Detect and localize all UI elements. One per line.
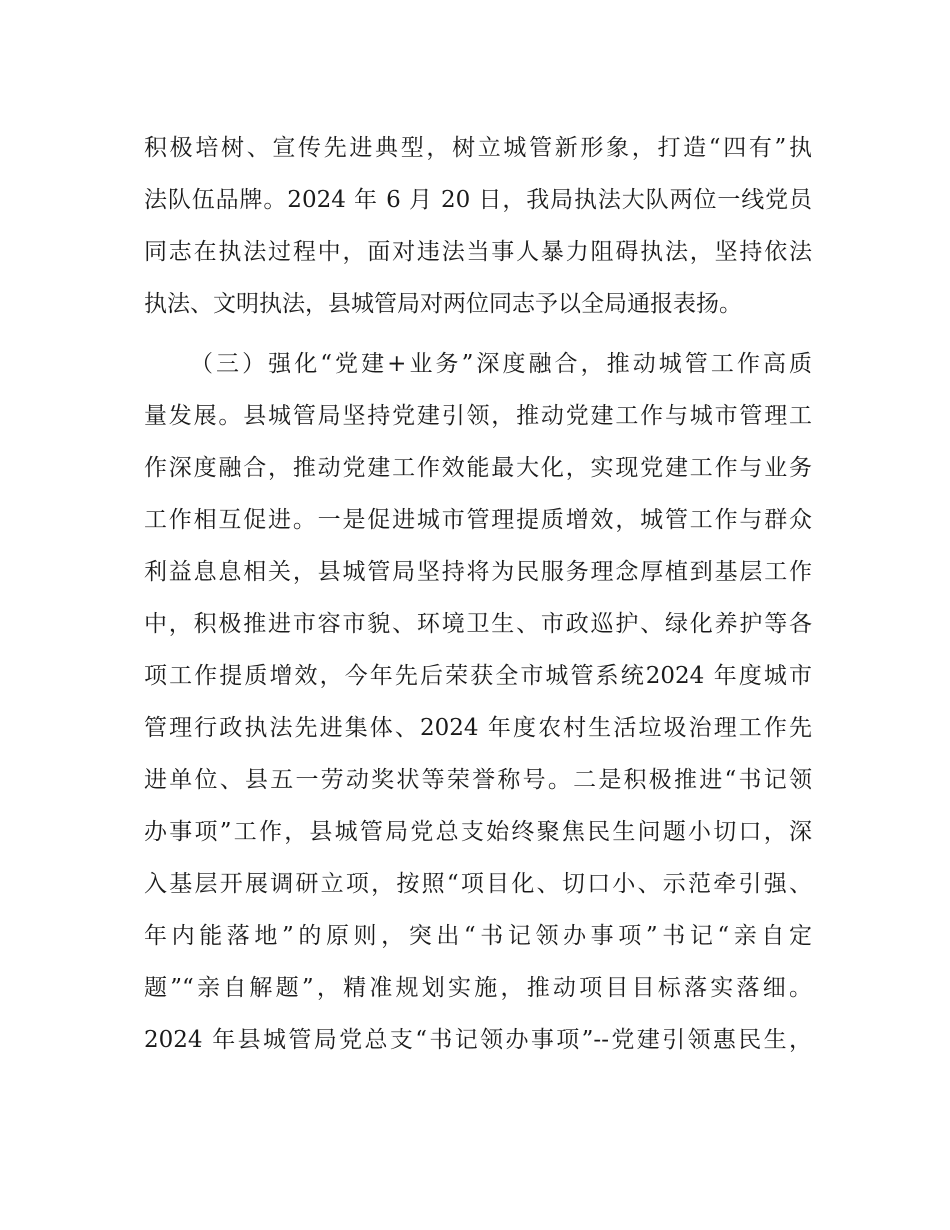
- paragraph-gap: [144, 330, 812, 338]
- text-line: 进单位、县五一劳动奖状等荣誉称号。二是积极推进“书记领: [144, 767, 812, 793]
- text-line: 工作相互促进。一是促进城市管理提质增效，城管工作与群众: [144, 507, 812, 533]
- text-line: 年内能落地”的原则，突出“书记领办事项”书记“亲自定: [144, 923, 812, 949]
- text-line: 管理行政执法先进集体、2024 年度农村生活垃圾治理工作先: [144, 715, 812, 741]
- text-line: 入基层开展调研立项，按照“项目化、切口小、示范牵引强、: [144, 871, 812, 897]
- text-line: 办事项”工作，县城管局党总支始终聚焦民生问题小切口，深: [144, 819, 812, 845]
- paragraph-1: [144, 122, 812, 330]
- text-line: 题”“亲自解题”，精准规划实施，推动项目目标落实落细。: [144, 975, 812, 1001]
- document-body: [144, 122, 812, 1066]
- text-line: 量发展。县城管局坚持党建引领，推动党建工作与城市管理工: [144, 403, 812, 429]
- section-heading-line: （三）强化“党建+业务”深度融合，推动城管工作高质: [190, 351, 812, 377]
- text-line: 积极培树、宣传先进典型，树立城管新形象，打造“四有”执: [144, 135, 812, 161]
- text-line: 中，积极推进市容市貌、环境卫生、市政巡护、绿化养护等各: [144, 611, 812, 637]
- paragraph-2: [144, 338, 812, 1066]
- text-line: 2024 年县城管局党总支“书记领办事项”--党建引领惠民生，: [144, 1027, 812, 1053]
- text-line: 同志在执法过程中，面对违法当事人暴力阻碍执法，坚持依法: [144, 239, 812, 265]
- text-line: 作深度融合，推动党建工作效能最大化，实现党建工作与业务: [144, 455, 812, 481]
- text-line: 利益息息相关，县城管局坚持将为民服务理念厚植到基层工作: [144, 559, 812, 585]
- text-line: 项工作提质增效，今年先后荣获全市城管系统2024 年度城市: [144, 663, 812, 689]
- text-line: 执法、文明执法，县城管局对两位同志予以全局通报表扬。: [144, 291, 742, 317]
- text-line: 法队伍品牌。2024 年 6 月 20 日，我局执法大队两位一线党员: [144, 187, 812, 213]
